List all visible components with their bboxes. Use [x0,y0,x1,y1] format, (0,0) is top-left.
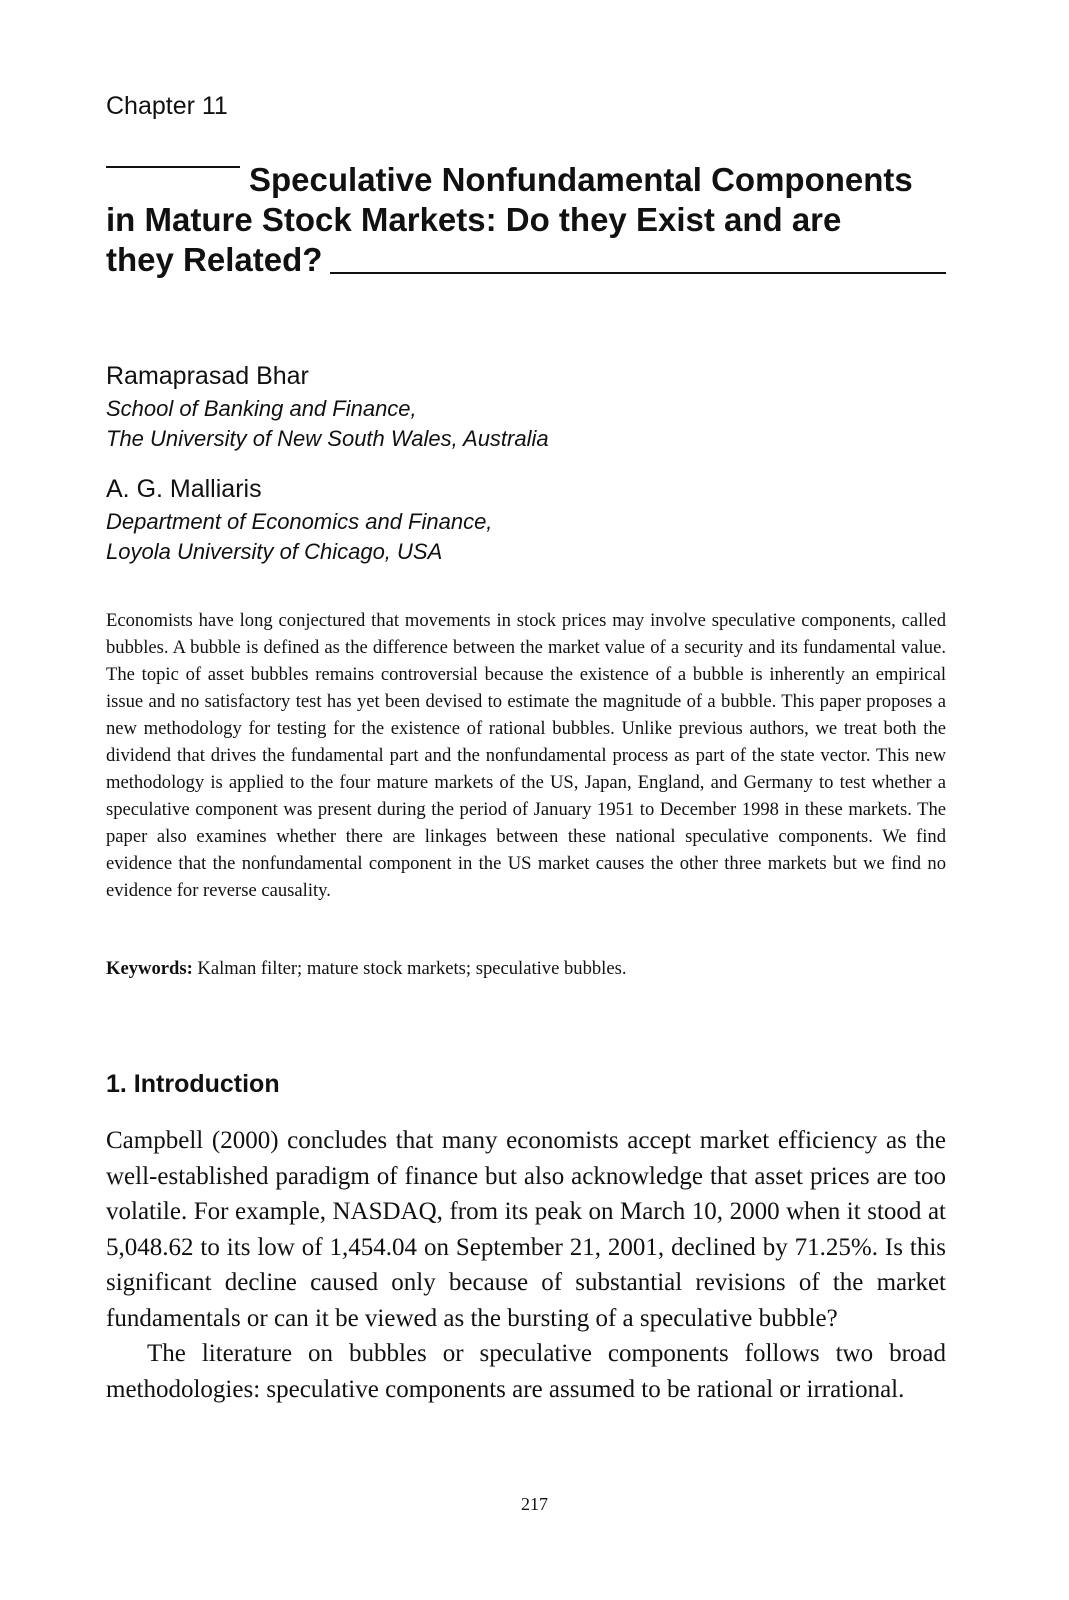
affiliation-line: Loyola University of Chicago, USA [106,539,443,564]
affiliation-line: School of Banking and Finance, [106,396,417,421]
body-paragraph: The literature on bubbles or speculative components follows two broad methodologies: speculative components are assumed to be rational or irrational. [106,1340,946,1403]
abstract: Economists have long conjectured that movements in stock prices may involve speculative components, called bubbles. A bubble is defined as the difference between the market value of a security and its fundamental value. The topic of asset bubbles remains controversial because the existence of a bubble is inherently an empirical issue and no satisfactory test has yet been devised to estimate the magnitude of a bubble. This paper proposes a new methodology for testing for the existence of rational bubbles. Unlike previous authors, we treat both the dividend that drives the fundamental part and the nonfundamental process as part of the state vector. This new methodology is applied to the four mature markets of the US, Japan, England, and Germany to test whether a speculative component was present during the period of January 1951 to December 1998 in these markets. The paper also examines whether there are linkages between these national speculative components. We find evidence that the nonfundamental component in the US market causes the other three markets but we find no evidence for reverse causality. [106,610,946,901]
title-line-3: they Related? [106,241,323,278]
section-body [106,1123,946,1407]
author-name-2: A. G. Malliaris [106,475,262,503]
section-heading: 1. Introduction [106,1070,280,1098]
affiliation-line: Department of Economics and Finance, [106,509,493,534]
title-line-3-row [106,240,946,280]
body-paragraph: Campbell (2000) concludes that many economists accept market efficiency as the well-established paradigm of finance but also acknowledge that asset prices are too volatile. For example, NASDAQ, from its peak on March 10, 2000 when it stood at 5,048.62 to its low of 1,454.04 on September 21, 2001, declined by 71.25%. Is this significant decline caused only because of substantial revisions of the market fundamentals or can it be viewed as the bursting of a speculative bubble? [106,1127,946,1332]
keywords-label: Keywords: [106,958,193,979]
title-rule-right [330,272,946,274]
author-affiliation-2 [106,507,492,567]
title-line-2: in Mature Stock Markets: Do they Exist and are [106,201,842,238]
chapter-title [106,160,946,280]
affiliation-line: The University of New South Wales, Australia [106,426,549,451]
author-affiliation-1 [106,394,549,454]
title-rule-left [106,166,240,168]
author-name-1: Ramaprasad Bhar [106,362,309,390]
chapter-label: Chapter 11 [106,92,228,120]
chapter-title-block [106,160,946,280]
title-line-1: Speculative Nonfundamental Components [249,161,913,198]
page-number: 217 [521,1494,548,1514]
keywords-text: Kalman filter; mature stock markets; speculative bubbles. [192,958,627,979]
keywords [106,955,946,982]
